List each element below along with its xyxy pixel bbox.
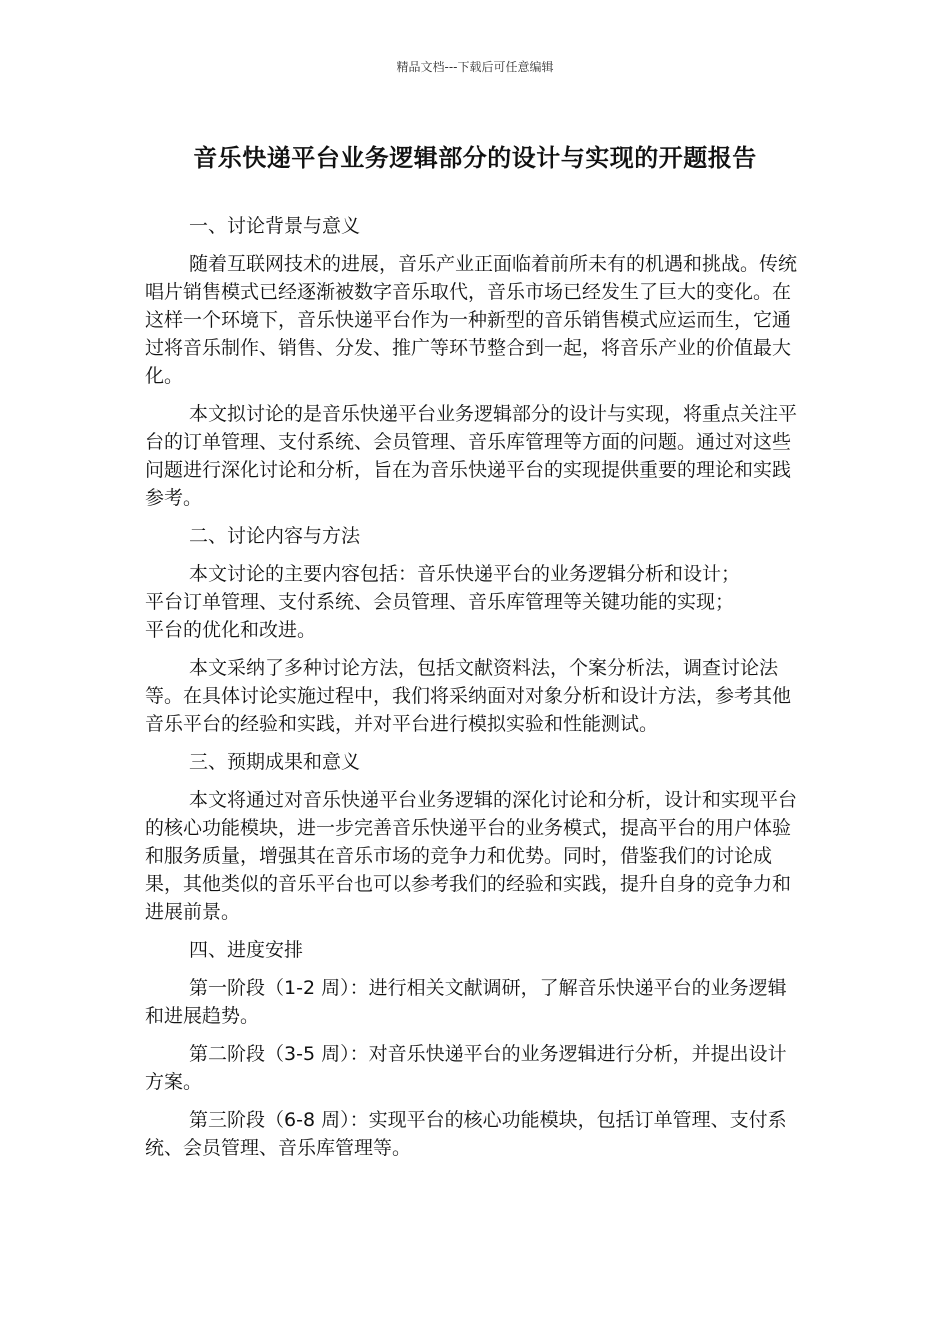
paragraph-expected-results: 本文将通过对音乐快递平台业务逻辑的深化讨论和分析，设计和实现平台的核心功能模块，进一步完善音乐快递平台的业务模式，提高平台的用户体验和服务质量，增强其在音乐市场的竞争力和优势。同时，借鉴我们的讨论成果，其他类似的音乐平台也可以参考我们的经验和实践，提升自身的竞争力和进展前景。	[145, 789, 798, 923]
paragraph-content-line-3: 平台的优化和改进。	[145, 619, 317, 641]
section-heading-schedule: 四、进度安排	[189, 939, 304, 961]
paragraph-background-2: 本文拟讨论的是音乐快递平台业务逻辑部分的设计与实现，将重点关注平台的订单管理、支付系统、会员管理、音乐库管理等方面的问题。通过对这些问题进行深化讨论和分析，旨在为音乐快递平台的实现提供重要的理论和实践参考。	[145, 403, 798, 509]
paragraph-content-line-1: 本文讨论的主要内容包括：音乐快递平台的业务逻辑分析和设计；	[189, 563, 741, 585]
section-heading-content-methods: 二、讨论内容与方法	[189, 525, 361, 547]
page-header: 精品文档---下载后可任意编辑	[396, 60, 554, 74]
paragraph-content	[145, 560, 805, 644]
schedule-phase-2: 第二阶段（3-5 周）：对音乐快递平台的业务逻辑进行分析，并提出设计方案。	[145, 1043, 787, 1093]
document-body	[145, 212, 805, 1172]
paragraph-background-1: 随着互联网技术的进展，音乐产业正面临着前所未有的机遇和挑战。传统唱片销售模式已经逐渐被数字音乐取代，音乐市场已经发生了巨大的变化。在这样一个环境下，音乐快递平台作为一种新型的音乐销售模式应运而生，它通过将音乐制作、销售、分发、推广等环节整合到一起，将音乐产业的价值最大化。	[145, 253, 798, 387]
document-title: 音乐快递平台业务逻辑部分的设计与实现的开题报告	[193, 144, 757, 172]
paragraph-methods: 本文采纳了多种讨论方法，包括文献资料法，个案分析法，调查讨论法等。在具体讨论实施过程中，我们将采纳面对对象分析和设计方法，参考其他音乐平台的经验和实践，并对平台进行模拟实验和性能测试。	[145, 657, 792, 735]
schedule-phase-1: 第一阶段（1-2 周）：进行相关文献调研，了解音乐快递平台的业务逻辑和进展趋势。	[145, 977, 787, 1027]
schedule-phase-3: 第三阶段（6-8 周）：实现平台的核心功能模块，包括订单管理、支付系统、会员管理、音乐库管理等。	[145, 1109, 787, 1159]
section-heading-background: 一、讨论背景与意义	[189, 215, 361, 237]
section-heading-expected-results: 三、预期成果和意义	[189, 751, 361, 773]
paragraph-content-line-2: 平台订单管理、支付系统、会员管理、音乐库管理等关键功能的实现；	[145, 591, 735, 613]
